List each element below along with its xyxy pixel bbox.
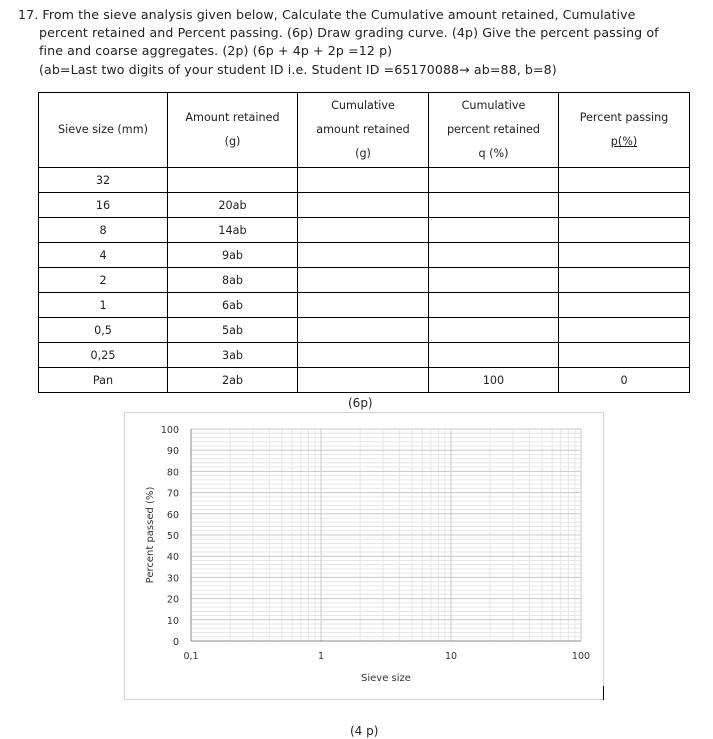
table-body xyxy=(39,168,690,393)
cell-sieve: 32 xyxy=(39,168,168,193)
cell-sieve: 16 xyxy=(39,193,168,218)
cell-cum-pct: 100 xyxy=(429,368,559,393)
cell-amount: 5ab xyxy=(168,318,298,343)
question-line-4: (ab=Last two digits of your student ID i.e. Student ID =65170088→ ab=88, b=8) xyxy=(39,61,557,77)
cell-cum-amount xyxy=(298,343,429,368)
cell-cum-pct xyxy=(429,243,559,268)
header-cumulative-percent xyxy=(429,93,559,168)
cell-cum-amount xyxy=(298,368,429,393)
table-row xyxy=(39,218,690,243)
cell-cum-amount xyxy=(298,318,429,343)
cell-cum-pct xyxy=(429,318,559,343)
y-tick-label: 80 xyxy=(166,467,179,479)
y-tick-label: 10 xyxy=(166,615,179,627)
cell-sieve: 0,25 xyxy=(39,343,168,368)
y-tick-label: 20 xyxy=(166,594,179,606)
y-axis-title: Percent passed (%) xyxy=(145,486,156,584)
header-percent-passing xyxy=(559,93,690,168)
cell-sieve: 2 xyxy=(39,268,168,293)
header-cum-pct-line1: Cumulative xyxy=(461,99,526,112)
cell-passing xyxy=(559,168,690,193)
y-tick-label: 50 xyxy=(166,531,179,542)
table-row xyxy=(39,268,690,293)
cell-sieve: Pan xyxy=(39,368,168,393)
cell-cum-amount xyxy=(298,168,429,193)
cell-cum-amount xyxy=(298,193,429,218)
cell-amount: 14ab xyxy=(168,218,298,243)
table-row xyxy=(39,243,690,268)
header-cum-amount-line1: Cumulative xyxy=(331,99,395,112)
cell-amount: 3ab xyxy=(168,343,298,368)
cell-passing: 0 xyxy=(559,368,690,393)
header-passing-line1: Percent passing xyxy=(579,111,669,124)
y-tick-label: 90 xyxy=(166,446,179,458)
sieve-analysis-table xyxy=(38,92,690,393)
cell-sieve: 0,5 xyxy=(39,318,168,343)
table-header-row xyxy=(39,93,690,168)
table-row xyxy=(39,318,690,343)
cell-cum-pct xyxy=(429,168,559,193)
cell-passing xyxy=(559,243,690,268)
cell-passing xyxy=(559,343,690,368)
cell-amount: 2ab xyxy=(168,368,298,393)
cell-sieve: 4 xyxy=(39,243,168,268)
grading-chart xyxy=(124,412,604,700)
cell-amount: 6ab xyxy=(168,293,298,318)
cell-cum-pct xyxy=(429,218,559,243)
y-tick-label: 70 xyxy=(166,488,179,500)
cell-sieve: 8 xyxy=(39,218,168,243)
question-line-2: percent retained and Percent passing. (6p) Draw grading curve. (4p) Give the percent passing of xyxy=(39,25,659,41)
cell-cum-amount xyxy=(298,268,429,293)
table-row xyxy=(39,193,690,218)
cell-sieve: 1 xyxy=(39,293,168,318)
header-cum-pct-line3: q (%) xyxy=(478,147,509,160)
header-amount-line1: Amount retained xyxy=(185,111,280,124)
grading-chart-svg xyxy=(125,413,605,701)
header-cum-amount-line2: amount retained xyxy=(316,123,410,136)
chart-marks: (4 p) xyxy=(350,724,379,738)
header-passing-line2: p(%) xyxy=(610,135,638,148)
cell-cum-pct xyxy=(429,293,559,318)
header-sieve-size xyxy=(39,93,168,168)
x-tick-label: 10 xyxy=(444,651,458,662)
header-cum-pct-line2: percent retained xyxy=(446,123,541,136)
cell-passing xyxy=(559,218,690,243)
question-line-1: 17. From the sieve analysis given below, Calculate the Cumulative amount retained, Cumulative xyxy=(18,7,636,22)
table-row xyxy=(39,293,690,318)
header-amount-line2: (g) xyxy=(224,135,241,148)
x-tick-label: 0,1 xyxy=(183,651,199,662)
table-row xyxy=(39,343,690,368)
cell-passing xyxy=(559,268,690,293)
header-sieve-label: Sieve size (mm) xyxy=(58,123,148,136)
table-marks: (6p) xyxy=(348,396,373,410)
question-line-3: fine and coarse aggregates. (2p) (6p + 4p + 2p =12 p) xyxy=(39,43,393,59)
header-cumulative-amount xyxy=(298,93,429,168)
cell-passing xyxy=(559,293,690,318)
cell-cum-pct xyxy=(429,193,559,218)
x-tick-label: 100 xyxy=(571,651,591,662)
cell-cum-amount xyxy=(298,243,429,268)
y-tick-label: 100 xyxy=(160,425,179,436)
cell-passing xyxy=(559,318,690,343)
cell-amount: 20ab xyxy=(168,193,298,218)
cell-cum-amount xyxy=(298,218,429,243)
y-tick-label: 40 xyxy=(166,552,179,564)
y-tick-label: 60 xyxy=(166,509,179,521)
table-row xyxy=(39,168,690,193)
y-tick-label: 0 xyxy=(172,637,179,648)
cell-cum-amount xyxy=(298,293,429,318)
y-tick-label: 30 xyxy=(166,573,179,585)
cell-passing xyxy=(559,193,690,218)
cell-amount: 8ab xyxy=(168,268,298,293)
cell-amount xyxy=(168,168,298,193)
table-row xyxy=(39,368,690,393)
cell-amount: 9ab xyxy=(168,243,298,268)
cell-cum-pct xyxy=(429,268,559,293)
x-tick-label: 1 xyxy=(317,651,325,662)
header-cum-amount-line3: (g) xyxy=(355,147,371,160)
cell-cum-pct xyxy=(429,343,559,368)
question-text xyxy=(18,6,698,79)
x-axis-title: Sieve size xyxy=(361,673,411,684)
text-cursor xyxy=(603,686,604,700)
header-amount-retained xyxy=(168,93,298,168)
